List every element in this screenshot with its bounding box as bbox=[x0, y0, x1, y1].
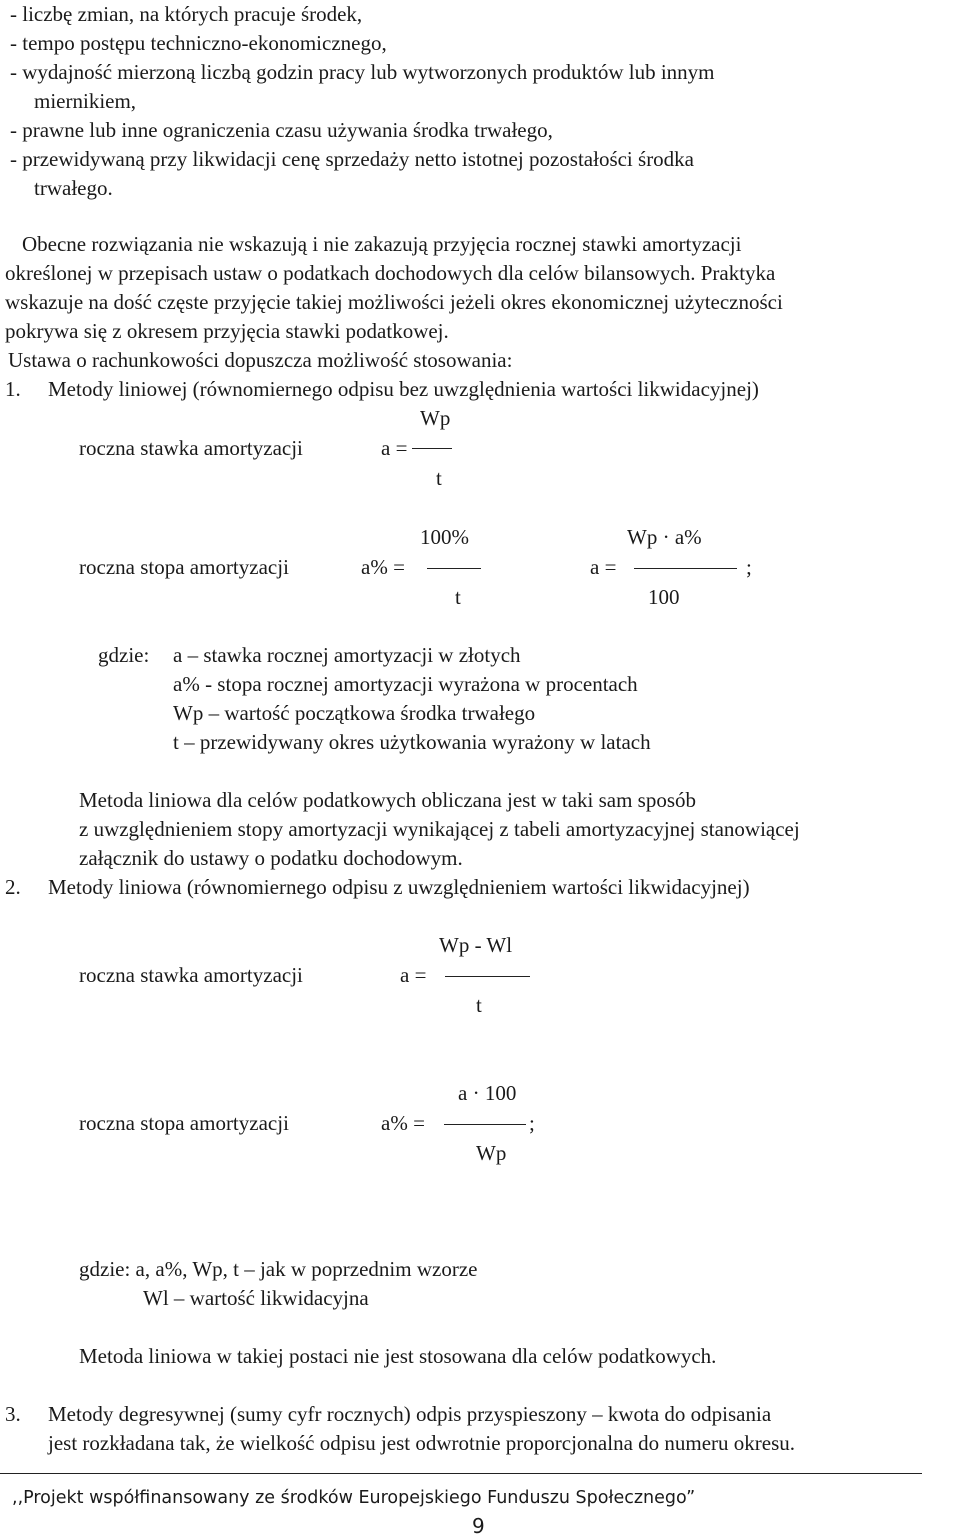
method-number: 3. bbox=[5, 1402, 21, 1426]
method-number: 1. bbox=[5, 377, 21, 401]
where-item: t – przewidywany okres użytkowania wyrażony w latach bbox=[173, 730, 651, 754]
note-line: z uwzględnieniem stopy amortyzacji wynikającej z tabeli amortyzacyjnej stanowiącej bbox=[79, 817, 800, 841]
formula-numerator: Wp - Wl bbox=[439, 933, 513, 957]
where-item: Wp – wartość początkowa środka trwałego bbox=[173, 701, 536, 725]
where-line: gdzie: a, a%, Wp, t – jak w poprzednim wzorze bbox=[79, 1257, 478, 1281]
bullet-continuation: miernikiem, bbox=[34, 89, 137, 113]
method-title: Metody liniowej (równomiernego odpisu bez uwzględnienia wartości likwidacyjnej) bbox=[48, 377, 759, 401]
note-line: Metoda liniowa dla celów podatkowych obliczana jest w taki sam sposób bbox=[79, 788, 697, 812]
where-item: a – stawka rocznej amortyzacji w złotych bbox=[173, 643, 521, 667]
bullet-item: - przewidywaną przy likwidacji cenę sprzedaży netto istotnej pozostałości środka bbox=[10, 147, 695, 171]
formula-end: ; bbox=[746, 555, 752, 579]
formula-denominator: 100 bbox=[648, 585, 680, 609]
page-number: 9 bbox=[472, 1514, 485, 1538]
formula-end: ; bbox=[529, 1111, 535, 1135]
method-number: 2. bbox=[5, 875, 21, 899]
bullet-item: - prawne lub inne ograniczenia czasu używania środka trwałego, bbox=[10, 118, 553, 142]
formula-lhs: a = bbox=[590, 555, 617, 579]
formula-lhs: a = bbox=[381, 436, 408, 460]
footer-project: ,,Projekt współfinansowany ze środków Europejskiego Funduszu Społecznego” bbox=[12, 1488, 696, 1508]
fraction-bar bbox=[634, 568, 737, 569]
footer-rule bbox=[0, 1473, 922, 1474]
formula-numerator: Wp · a% bbox=[627, 525, 702, 549]
fraction-bar bbox=[445, 976, 530, 977]
formula-numerator: 100% bbox=[420, 525, 469, 549]
formula-denominator: Wp bbox=[476, 1141, 507, 1165]
formula-label: roczna stawka amortyzacji bbox=[79, 436, 303, 460]
paragraph-line: Ustawa o rachunkowości dopuszcza możliwość stosowania: bbox=[8, 348, 513, 372]
formula-lhs: a% = bbox=[361, 555, 405, 579]
formula-lhs: a = bbox=[400, 963, 427, 987]
fraction-bar bbox=[412, 448, 452, 449]
formula-denominator: t bbox=[476, 993, 482, 1017]
paragraph-line: Obecne rozwiązania nie wskazują i nie zakazują przyjęcia rocznej stawki amortyzacji bbox=[22, 232, 742, 256]
fraction-bar bbox=[444, 1124, 526, 1125]
bullet-item: - wydajność mierzoną liczbą godzin pracy lub wytworzonych produktów lub innym bbox=[10, 60, 715, 84]
note-line: załącznik do ustawy o podatku dochodowym. bbox=[79, 846, 463, 870]
fraction-bar bbox=[427, 568, 481, 569]
formula-lhs: a% = bbox=[381, 1111, 425, 1135]
where-label: gdzie: bbox=[98, 643, 150, 667]
method-line: Metody degresywnej (sumy cyfr rocznych) odpis przyspieszony – kwota do odpisania bbox=[48, 1402, 772, 1426]
formula-label: roczna stopa amortyzacji bbox=[79, 555, 289, 579]
method-line: jest rozkładana tak, że wielkość odpisu jest odwrotnie proporcjonalna do numeru okresu. bbox=[48, 1431, 796, 1455]
method-title: Metody liniowa (równomiernego odpisu z uwzględnieniem wartości likwidacyjnej) bbox=[48, 875, 750, 899]
paragraph-line: określonej w przepisach ustaw o podatkach dochodowych dla celów bilansowych. Praktyka bbox=[5, 261, 776, 285]
where-line: Wl – wartość likwidacyjna bbox=[143, 1286, 369, 1310]
where-item: a% - stopa rocznej amortyzacji wyrażona w procentach bbox=[173, 672, 638, 696]
paragraph-line: wskazuje na dość częste przyjęcie takiej możliwości jeżeli okres ekonomicznej użyteczności bbox=[5, 290, 783, 314]
formula-label: roczna stopa amortyzacji bbox=[79, 1111, 289, 1135]
paragraph-line: pokrywa się z okresem przyjęcia stawki podatkowej. bbox=[5, 319, 449, 343]
bullet-item: - tempo postępu techniczno-ekonomicznego, bbox=[10, 31, 387, 55]
formula-numerator: Wp bbox=[420, 406, 451, 430]
note-line: Metoda liniowa w takiej postaci nie jest stosowana dla celów podatkowych. bbox=[79, 1344, 717, 1368]
formula-numerator: a · 100 bbox=[458, 1081, 517, 1105]
formula-denominator: t bbox=[436, 466, 442, 490]
bullet-item: - liczbę zmian, na których pracuje środek, bbox=[10, 2, 363, 26]
formula-label: roczna stawka amortyzacji bbox=[79, 963, 303, 987]
formula-denominator: t bbox=[455, 585, 461, 609]
bullet-continuation: trwałego. bbox=[34, 176, 113, 200]
